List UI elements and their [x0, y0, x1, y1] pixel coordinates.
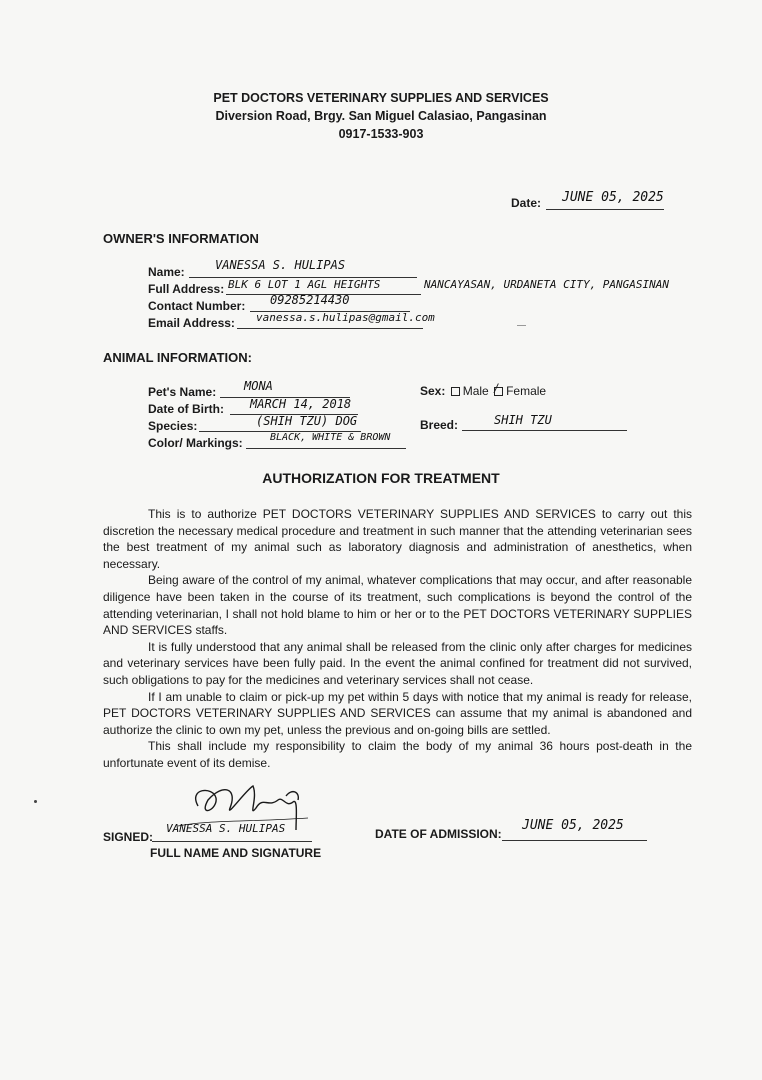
signature-line: [152, 841, 312, 842]
dob-label: Date of Birth:: [148, 402, 224, 416]
species-label: Species:: [148, 419, 198, 433]
owner-section-title: OWNER'S INFORMATION: [103, 231, 259, 246]
authorization-text: [103, 506, 692, 772]
owner-email-label: Email Address:: [148, 316, 235, 330]
color-label: Color/ Markings:: [148, 436, 243, 450]
female-checkbox[interactable]: /: [494, 387, 503, 396]
signature-caption: FULL NAME AND SIGNATURE: [150, 846, 322, 860]
male-option-label: Male: [462, 384, 489, 398]
owner-address-value-1: BLK 6 LOT 1 AGL HEIGHTS: [228, 278, 381, 291]
species-value: (SHIH TZU) DOG: [256, 414, 358, 428]
dob-value: MARCH 14, 2018: [250, 397, 352, 411]
owner-name-value: VANESSA S. HULIPAS: [215, 258, 346, 272]
owner-address-value-2: NANCAYASAN, URDANETA CITY, PANGASINAN: [424, 278, 670, 291]
owner-contact-label: Contact Number:: [148, 299, 246, 313]
color-line: [246, 448, 406, 449]
authorization-paragraph-3: It is fully understood that any animal shall be released from the clinic only after charges for medicines and veterinary services have been fully paid. In the event the animal confined for treatment did not survived, such obligations to pay for the medicines and veterinary services shall not cease.: [103, 639, 692, 687]
signed-label: SIGNED:: [103, 830, 154, 844]
animal-section-title: ANIMAL INFORMATION:: [103, 350, 252, 365]
scan-speck: [34, 800, 37, 803]
scan-mark: [517, 325, 526, 326]
male-checkbox[interactable]: [451, 387, 460, 396]
female-option-label: Female: [506, 384, 547, 398]
pet-name-label: Pet's Name:: [148, 385, 217, 399]
date-label: Date:: [511, 196, 542, 210]
authorization-title: AUTHORIZATION FOR TREATMENT: [262, 470, 500, 486]
authorization-paragraph-4: If I am unable to claim or pick-up my pet within 5 days with notice that my animal is ready for release, PET DOCTORS VETERINARY SUPPLIES AND SERVICES can assume that my animal is abandoned and authorize the clinic to own my pet, unless the previous and on-going bills are settled.: [103, 689, 692, 737]
breed-value: SHIH TZU: [494, 413, 552, 427]
signed-name-value: VANESSA S. HULIPAS: [166, 822, 286, 835]
owner-email-line: [237, 328, 423, 329]
sex-field: [420, 381, 547, 398]
sex-label: Sex:: [420, 384, 446, 398]
authorization-paragraph-5: This shall include my responsibility to claim the body of my animal 36 hours post-death in the unfortunate event of its demise.: [103, 739, 692, 770]
authorization-paragraph-1: This is to authorize PET DOCTORS VETERINARY SUPPLIES AND SERVICES to carry out this discretion the necessary medical procedure and treatment in such manner that the attending veterinarian sees the best treatment of my animal such as laboratory diagnosis and administration of anesthetics, when necessary.: [103, 507, 692, 571]
date-line: [546, 209, 664, 210]
clinic-phone: 0917-1533-903: [338, 127, 424, 141]
owner-email-value: vanessa.s.hulipas@gmail.com: [256, 311, 435, 324]
admission-date-line: [502, 840, 647, 841]
clinic-name: PET DOCTORS VETERINARY SUPPLIES AND SERVICES: [213, 91, 549, 105]
authorization-paragraph-2: Being aware of the control of my animal, whatever complications that may occur, and after reasonable diligence have been taken in the course of its treatment, such complications is beyond the control of the attending veterinarian, I shall not hold blame to him or her or to the PET DOCTORS VETERINARY SUPPLIES AND SERVICES staffs.: [103, 573, 692, 638]
owner-name-label: Name:: [148, 265, 185, 279]
breed-line: [462, 430, 627, 431]
owner-address-label: Full Address:: [148, 282, 225, 296]
date-value: JUNE 05, 2025: [562, 190, 664, 205]
breed-label: Breed:: [420, 418, 459, 432]
admission-date-value: JUNE 05, 2025: [522, 818, 624, 833]
clinic-address: Diversion Road, Brgy. San Miguel Calasiao, Pangasinan: [215, 109, 547, 123]
owner-contact-value: 09285214430: [270, 293, 350, 307]
pet-name-value: MONA: [244, 379, 273, 393]
admission-date-label: DATE OF ADMISSION:: [375, 827, 502, 841]
color-value: BLACK, WHITE & BROWN: [270, 432, 391, 443]
